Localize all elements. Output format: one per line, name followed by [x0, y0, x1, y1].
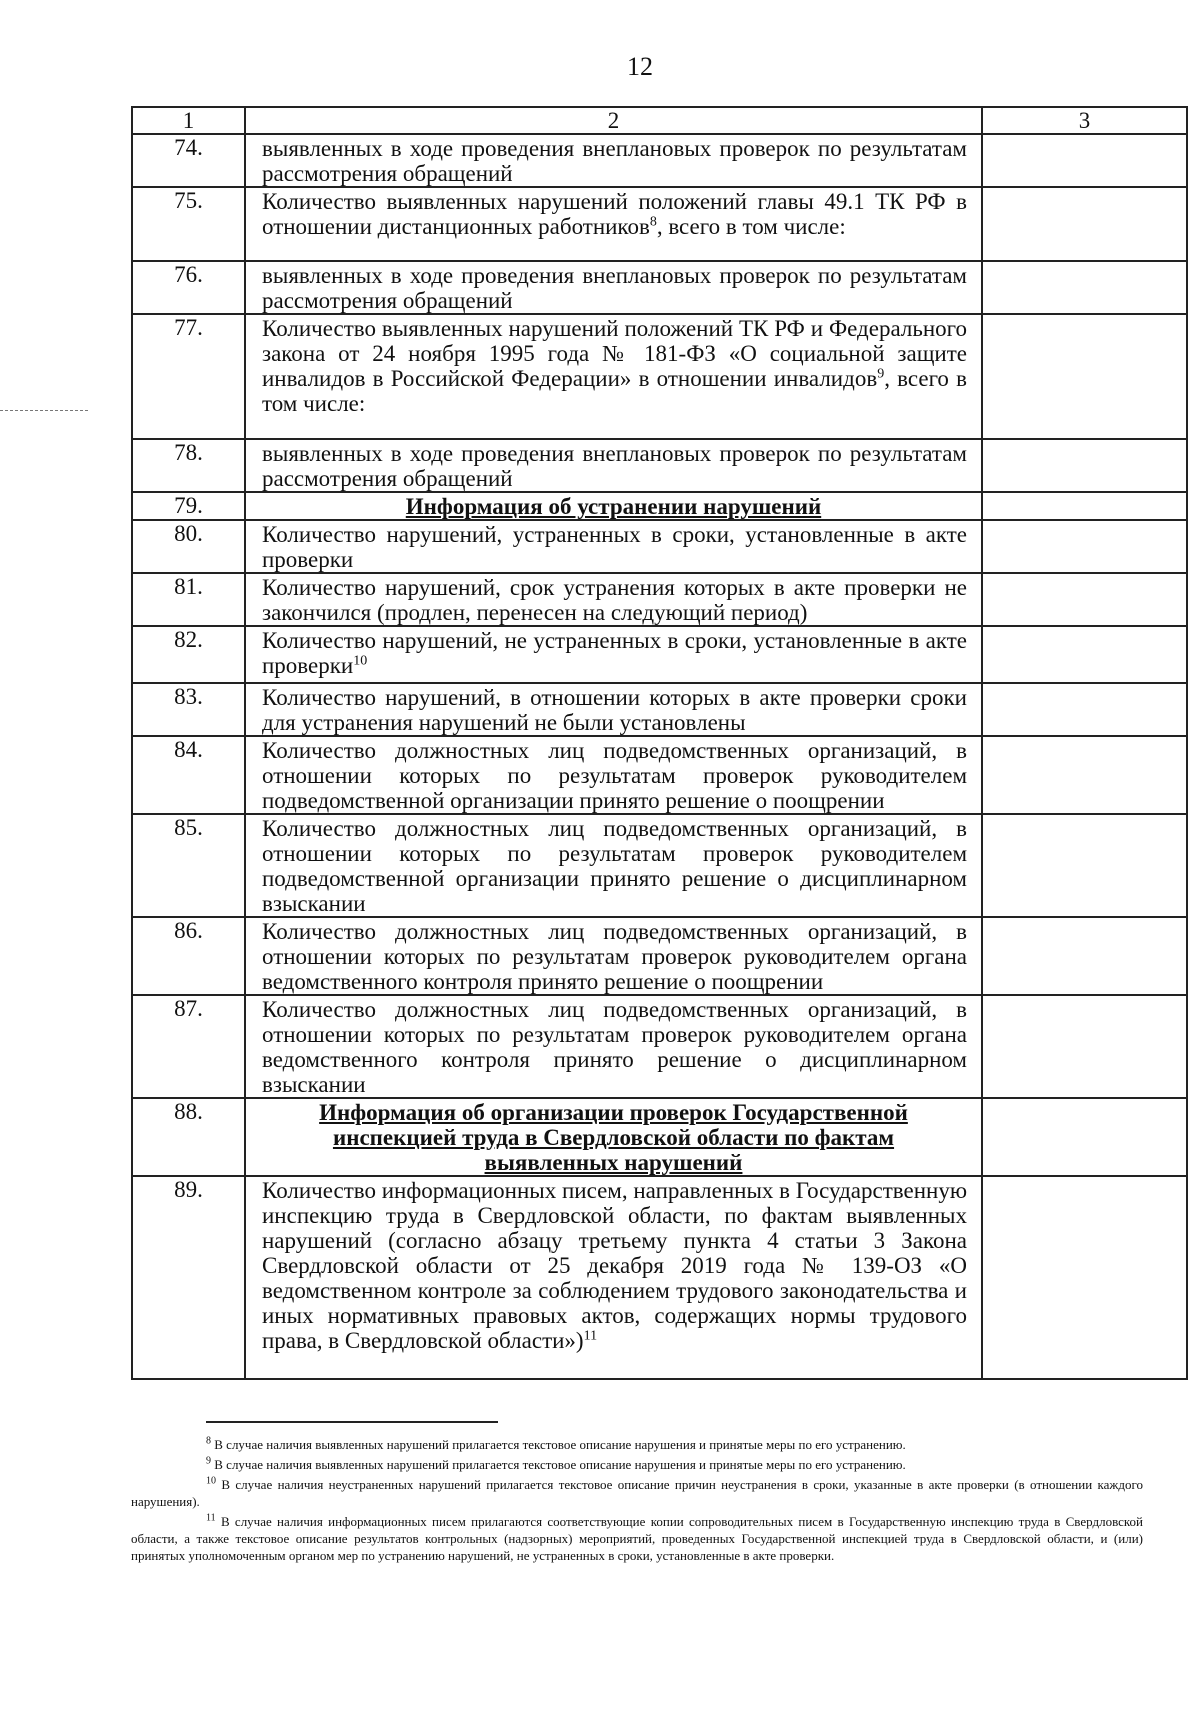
row-number: 75.: [132, 187, 245, 261]
table-header-row: [132, 107, 1187, 134]
value-cell[interactable]: [982, 736, 1187, 814]
row-number: 82.: [132, 626, 245, 683]
value-cell[interactable]: [982, 439, 1187, 492]
row-text: Количество информационных писем, направленных в Государственную инспекцию труда в Свердловской области, по фактам выявленных нарушений (согласно абзацу третьему пункта 4 статьи 3 Закона Свердловской области от 25 декабря 2019 года № 139-ОЗ «О ведомственном контроле за соблюдением трудового законодательства и иных нормативных правовых актов, содержащих нормы трудового права, в Свердловской области»)$^{11}$: [245, 1176, 982, 1379]
row-number: 88.: [132, 1098, 245, 1176]
table-row: [132, 439, 1187, 492]
row-number: 81.: [132, 573, 245, 626]
value-cell[interactable]: [982, 814, 1187, 917]
table-row: [132, 261, 1187, 314]
row-number: 87.: [132, 995, 245, 1098]
scan-artifact-line: [0, 410, 88, 411]
footnote-ref: 11: [583, 1328, 598, 1344]
table-row: [132, 1176, 1187, 1379]
row-number: 76.: [132, 261, 245, 314]
table-row: [132, 626, 1187, 683]
table-row: [132, 683, 1187, 736]
report-table: [131, 106, 1188, 1380]
table-row: [132, 314, 1187, 439]
row-number: 89.: [132, 1176, 245, 1379]
table-row-section: [132, 1098, 1187, 1176]
table-row-section: [132, 492, 1187, 520]
row-text: выявленных в ходе проведения внеплановых проверок по результатам рассмотрения обращений: [245, 439, 982, 492]
row-number: 84.: [132, 736, 245, 814]
footnote-ref: 10: [353, 653, 368, 669]
row-number: 78.: [132, 439, 245, 492]
header-col-1: 1: [132, 107, 245, 134]
row-text: Количество должностных лиц подведомственных организаций, в отношении которых по результатам проверок руководителем подведомственной организации принято решение о поощрении: [245, 736, 982, 814]
footnote-11: $^{11}$ В случае наличия информационных писем прилагаются соответствующие копии сопроводительных писем в Государственную инспекцию труда в Свердловской области, а также текстовое описание результатов контрольных (надзорных) мероприятий, проведенных Государственной инспекцией труда в Свердловской области, и (или) принятых уполномоченным органом мер по устранению нарушений, не устраненных в сроки, установленные в акте проверки.: [131, 1512, 1144, 1563]
table-row: [132, 736, 1187, 814]
value-cell[interactable]: [982, 520, 1187, 573]
table-row: [132, 573, 1187, 626]
row-number: 77.: [132, 314, 245, 439]
value-cell[interactable]: [982, 573, 1187, 626]
section-title: Информация об организации проверок Государственной инспекцией труда в Свердловской области по фактам выявленных нарушений: [245, 1098, 982, 1176]
row-text: Количество нарушений, срок устранения которых в акте проверки не закончился (продлен, перенесен на следующий период): [245, 573, 982, 626]
value-cell[interactable]: [982, 314, 1187, 439]
value-cell[interactable]: [982, 261, 1187, 314]
footnote-ref: 8: [649, 214, 657, 230]
value-cell[interactable]: [982, 187, 1187, 261]
header-col-3: 3: [982, 107, 1187, 134]
table-row: [132, 995, 1187, 1098]
footnote-ref: 9: [877, 366, 885, 382]
row-text: Количество выявленных нарушений положений ТК РФ и Федерального закона от 24 ноября 1995 года № 181-ФЗ «О социальной защите инвалидов в Российской Федерации» в отношении инвалидов$^9$, всего в том числе:: [245, 314, 982, 439]
table-row: [132, 917, 1187, 995]
row-text: Количество должностных лиц подведомственных организаций, в отношении которых по результатам проверок руководителем подведомственной организации принято решение о дисциплинарном взыскании: [245, 814, 982, 917]
footnote-9: $^9$ В случае наличия выявленных нарушений прилагается текстовое описание нарушения и принятые меры по его устранению.: [206, 1455, 906, 1472]
footnote-8: $^8$ В случае наличия выявленных нарушений прилагается текстовое описание нарушения и принятые меры по его устранению.: [206, 1435, 906, 1452]
value-cell[interactable]: [982, 1176, 1187, 1379]
value-cell[interactable]: [982, 995, 1187, 1098]
footnote-10: $^{10}$ В случае наличия неустраненных нарушений прилагается текстовое описание причин неустранения в сроки, указанные в акте проверки (в отношении каждого нарушения).: [131, 1475, 1144, 1509]
row-number: 86.: [132, 917, 245, 995]
row-number: 79.: [132, 492, 245, 520]
table-row: [132, 134, 1187, 187]
table-row: [132, 814, 1187, 917]
row-text: Количество должностных лиц подведомственных организаций, в отношении которых по результатам проверок руководителем органа ведомственного контроля принято решение о поощрении: [245, 917, 982, 995]
row-text: Количество нарушений, устраненных в сроки, установленные в акте проверки: [245, 520, 982, 573]
value-cell[interactable]: [982, 1098, 1187, 1176]
table-row: [132, 520, 1187, 573]
footnotes: [131, 1436, 1143, 1567]
section-title: Информация об устранении нарушений: [245, 492, 982, 520]
value-cell[interactable]: [982, 626, 1187, 683]
value-cell[interactable]: [982, 683, 1187, 736]
row-number: 83.: [132, 683, 245, 736]
row-number: 85.: [132, 814, 245, 917]
page-number: 12: [627, 52, 653, 81]
row-number: 74.: [132, 134, 245, 187]
value-cell[interactable]: [982, 917, 1187, 995]
row-text: Количество должностных лиц подведомственных организаций, в отношении которых по результатам проверок руководителем органа ведомственного контроля принято решение о дисциплинарном взыскании: [245, 995, 982, 1098]
row-text: Количество нарушений, не устраненных в сроки, установленные в акте проверки$^{10}$: [245, 626, 982, 683]
row-number: 80.: [132, 520, 245, 573]
row-text: выявленных в ходе проведения внеплановых проверок по результатам рассмотрения обращений: [245, 134, 982, 187]
row-text: выявленных в ходе проведения внеплановых проверок по результатам рассмотрения обращений: [245, 261, 982, 314]
footnote-separator: [206, 1421, 498, 1423]
table-row: [132, 187, 1187, 261]
row-text: Количество выявленных нарушений положений главы 49.1 ТК РФ в отношении дистанционных работников$^8$, всего в том числе:: [245, 187, 982, 261]
header-col-2: 2: [245, 107, 982, 134]
value-cell[interactable]: [982, 134, 1187, 187]
value-cell[interactable]: [982, 492, 1187, 520]
row-text: Количество нарушений, в отношении которых в акте проверки сроки для устранения нарушений не были установлены: [245, 683, 982, 736]
